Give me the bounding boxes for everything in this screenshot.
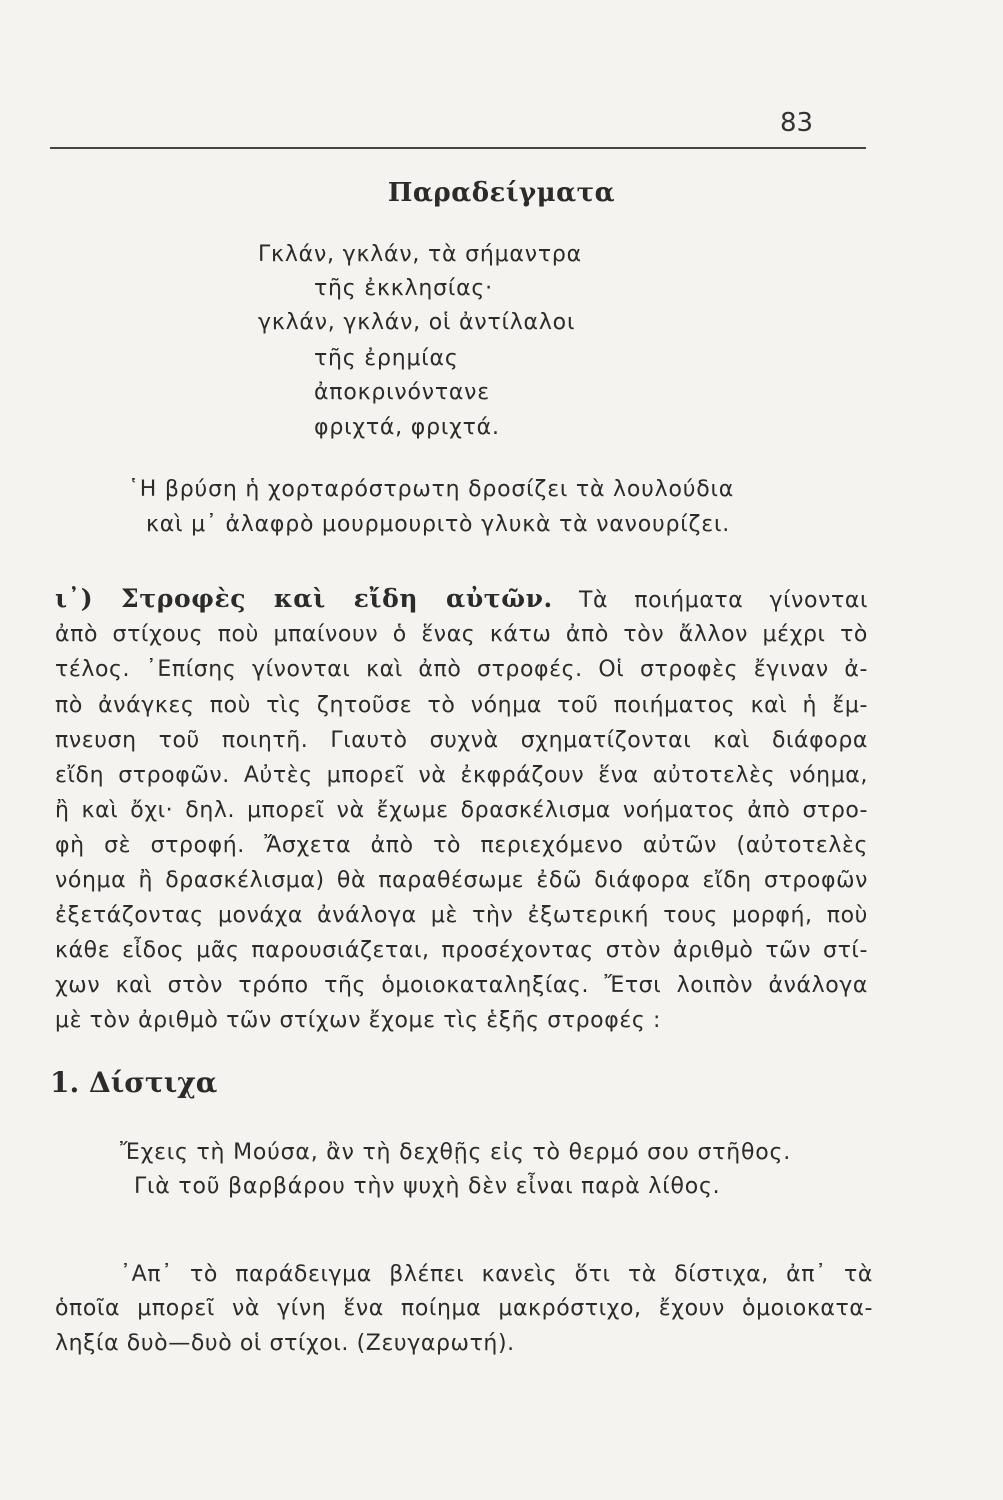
section-first-line [55,584,868,613]
poem-line: Γκλάν, γκλάν, τὰ σήμαντρα [258,242,582,267]
paragraph-line: χων καὶ στὸν τρόπο τῆς ὁμοιοκαταληξίας. Ἔτσι λοιπὸν ἀνάλογα [55,973,868,998]
paragraph-line: φὴ σὲ στροφή. Ἄσχετα ἀπὸ τὸ περιεχόμενο αὐτῶν (αὐτοτελὲς [55,833,868,858]
paragraph-line: τέλος. ᾿Επίσης γίνονται καὶ ἀπὸ στροφές. Οἱ στροφὲς ἔγιναν ἀ- [55,657,868,682]
poem-line: ἀποκρινόντανε [314,380,490,405]
poem-line: γκλάν, γκλάν, οἱ ἀντίλαλοι [258,310,576,335]
examples-heading: Παραδείγματα [387,178,616,208]
couplet-line: Γιὰ τοῦ βαρβάρου τὴν ψυχὴ δὲν εἶναι παρὰ λίθος. [134,1174,721,1199]
couplet-line: ῾Η βρύση ἡ χορταρόστρωτη δροσίζει τὰ λουλούδια [128,477,735,502]
paragraph-line: κάθε εἶδος μᾶς παρουσιάζεται, προσέχοντας στὸν ἀριθμὸ τῶν στί- [55,938,868,963]
paragraph-line: ἢ καὶ ὄχι· δηλ. μπορεῖ νὰ ἔχωμε δρασκέλισμα νοήματος ἀπὸ στρο- [55,798,868,823]
poem-line: τῆς ἐκκλησίας· [314,276,493,301]
paragraph-line: ἐξετάζοντας μονάχα ἀνάλογα μὲ τὴν ἐξωτερική τους μορφή, ποὺ [55,903,868,928]
header-rule [50,147,866,149]
paragraph-last-line: ληξία δυὸ—δυὸ οἱ στίχοι. (Ζευγαρωτή). [55,1331,515,1356]
paragraph-line: εἴδη στροφῶν. Αὐτὲς μπορεῖ νὰ ἐκφράζουν ἕνα αὐτοτελὲς νόημα, [55,763,868,788]
paragraph-line: πὸ ἀνάγκες ποὺ τὶς ζητοῦσε τὸ νόημα τοῦ ποιήματος καὶ ἡ ἔμ- [55,693,868,718]
paragraph-line: πνευση τοῦ ποιητῆ. Γιαυτὸ συχνὰ σχηματίζονται καὶ διάφορα [55,728,868,753]
couplet-line: Ἔχεις τὴ Μούσα, ἂν τὴ δεχθῇς εἰς τὸ θερμό σου στῆθος. [120,1140,792,1165]
section-label: ι᾿) Στροφὲς καὶ εἴδη αὐτῶν. [55,584,553,613]
paragraph-last-line: μὲ τὸν ἀριθμὸ τῶν στίχων ἔχομε τὶς ἑξῆς στροφές : [55,1008,661,1033]
subsection-title: 1. Δίστιχα [50,1066,218,1099]
paragraph-line: ὁποῖα μπορεῖ νὰ γίνη ἕνα ποίημα μακρόστιχο, ἔχουν ὁμοιοκατα- [55,1296,873,1321]
paragraph-line: ᾿Απ᾿ τὸ παράδειγμα βλέπει κανεὶς ὅτι τὰ δίστιχα, ἀπ᾿ τὰ [120,1262,873,1287]
section-first-line-text: Τὰ ποιήματα γίνονται [552,588,868,613]
paragraph-line: ἀπὸ στίχους ποὺ μπαίνουν ὁ ἕνας κάτω ἀπὸ τὸν ἄλλον μέχρι τὸ [55,622,868,647]
paragraph-line: νόημα ἢ δρασκέλισμα) θὰ παραθέσωμε ἐδῶ διάφορα εἴδη στροφῶν [55,868,868,893]
couplet-line: καὶ μ᾿ ἀλαφρὸ μουρμουριτὸ γλυκὰ τὰ νανουρίζει. [146,512,731,537]
poem-line: τῆς ἐρημίας [314,346,459,371]
poem-line: φριχτά, φριχτά. [314,415,500,440]
page-number: 83 [780,108,814,138]
